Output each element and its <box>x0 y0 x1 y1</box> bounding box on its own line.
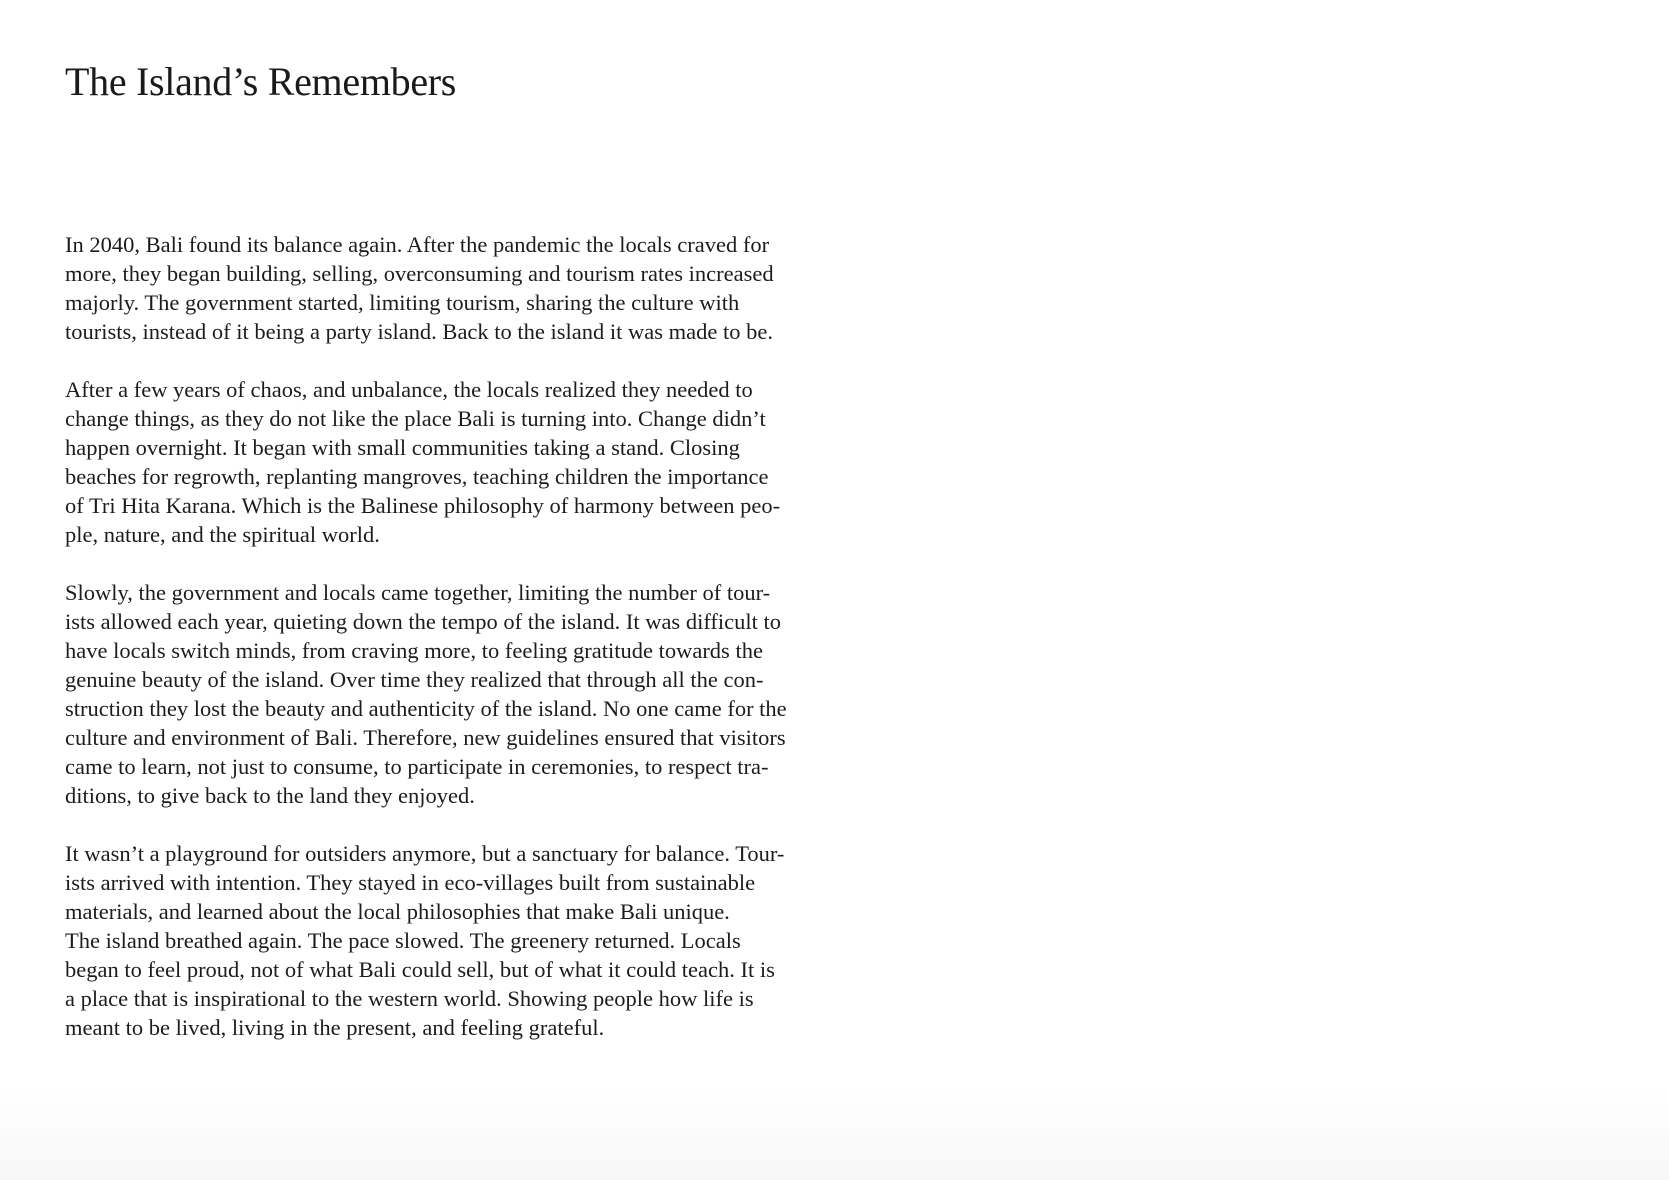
text-line: After a few years of chaos, and unbalance, the locals realized they needed to <box>65 377 753 402</box>
text-line: ists arrived with intention. They stayed in eco-villages built from sustainable <box>65 870 756 895</box>
text-line: have locals switch minds, from craving more, to feeling gratitude towards the <box>65 638 763 663</box>
text-line: majorly. The government started, limiting tourism, sharing the culture with <box>65 290 740 315</box>
text-line: ists allowed each year, quieting down the tempo of the island. It was difficult to <box>65 609 782 634</box>
body-text <box>65 230 865 1071</box>
text-line: materials, and learned about the local philosophies that make Bali unique. <box>65 899 730 924</box>
text-line: began to feel proud, not of what Bali could sell, but of what it could teach. It is <box>65 957 775 982</box>
page-title: The Island’s Remembers <box>65 59 457 104</box>
text-line: ditions, to give back to the land they enjoyed. <box>65 783 475 808</box>
paragraph <box>65 578 865 810</box>
text-line: beaches for regrowth, replanting mangroves, teaching children the importance <box>65 464 769 489</box>
paragraph <box>65 230 865 346</box>
text-line: of Tri Hita Karana. Which is the Balinese philosophy of harmony between peo- <box>65 493 781 518</box>
text-line: struction they lost the beauty and authenticity of the island. No one came for the <box>65 696 787 721</box>
text-line: genuine beauty of the island. Over time they realized that through all the con- <box>65 667 764 692</box>
text-line: tourists, instead of it being a party island. Back to the island it was made to be. <box>65 319 773 344</box>
text-line: It wasn’t a playground for outsiders anymore, but a sanctuary for balance. Tour- <box>65 841 785 866</box>
text-line: change things, as they do not like the place Bali is turning into. Change didn’t <box>65 406 766 431</box>
paragraph <box>65 839 865 1042</box>
text-line: The island breathed again. The pace slowed. The greenery returned. Locals <box>65 928 741 953</box>
text-line: In 2040, Bali found its balance again. After the pandemic the locals craved for <box>65 232 770 257</box>
text-line: ple, nature, and the spiritual world. <box>65 522 380 547</box>
text-line: happen overnight. It began with small communities taking a stand. Closing <box>65 435 740 460</box>
text-line: came to learn, not just to consume, to participate in ceremonies, to respect tra- <box>65 754 769 779</box>
text-line: a place that is inspirational to the western world. Showing people how life is <box>65 986 754 1011</box>
text-line: culture and environment of Bali. Therefore, new guidelines ensured that visitors <box>65 725 786 750</box>
paragraph <box>65 375 865 549</box>
text-line: Slowly, the government and locals came together, limiting the number of tour- <box>65 580 771 605</box>
text-line: more, they began building, selling, overconsuming and tourism rates increased <box>65 261 774 286</box>
text-line: meant to be lived, living in the present, and feeling grateful. <box>65 1015 605 1040</box>
